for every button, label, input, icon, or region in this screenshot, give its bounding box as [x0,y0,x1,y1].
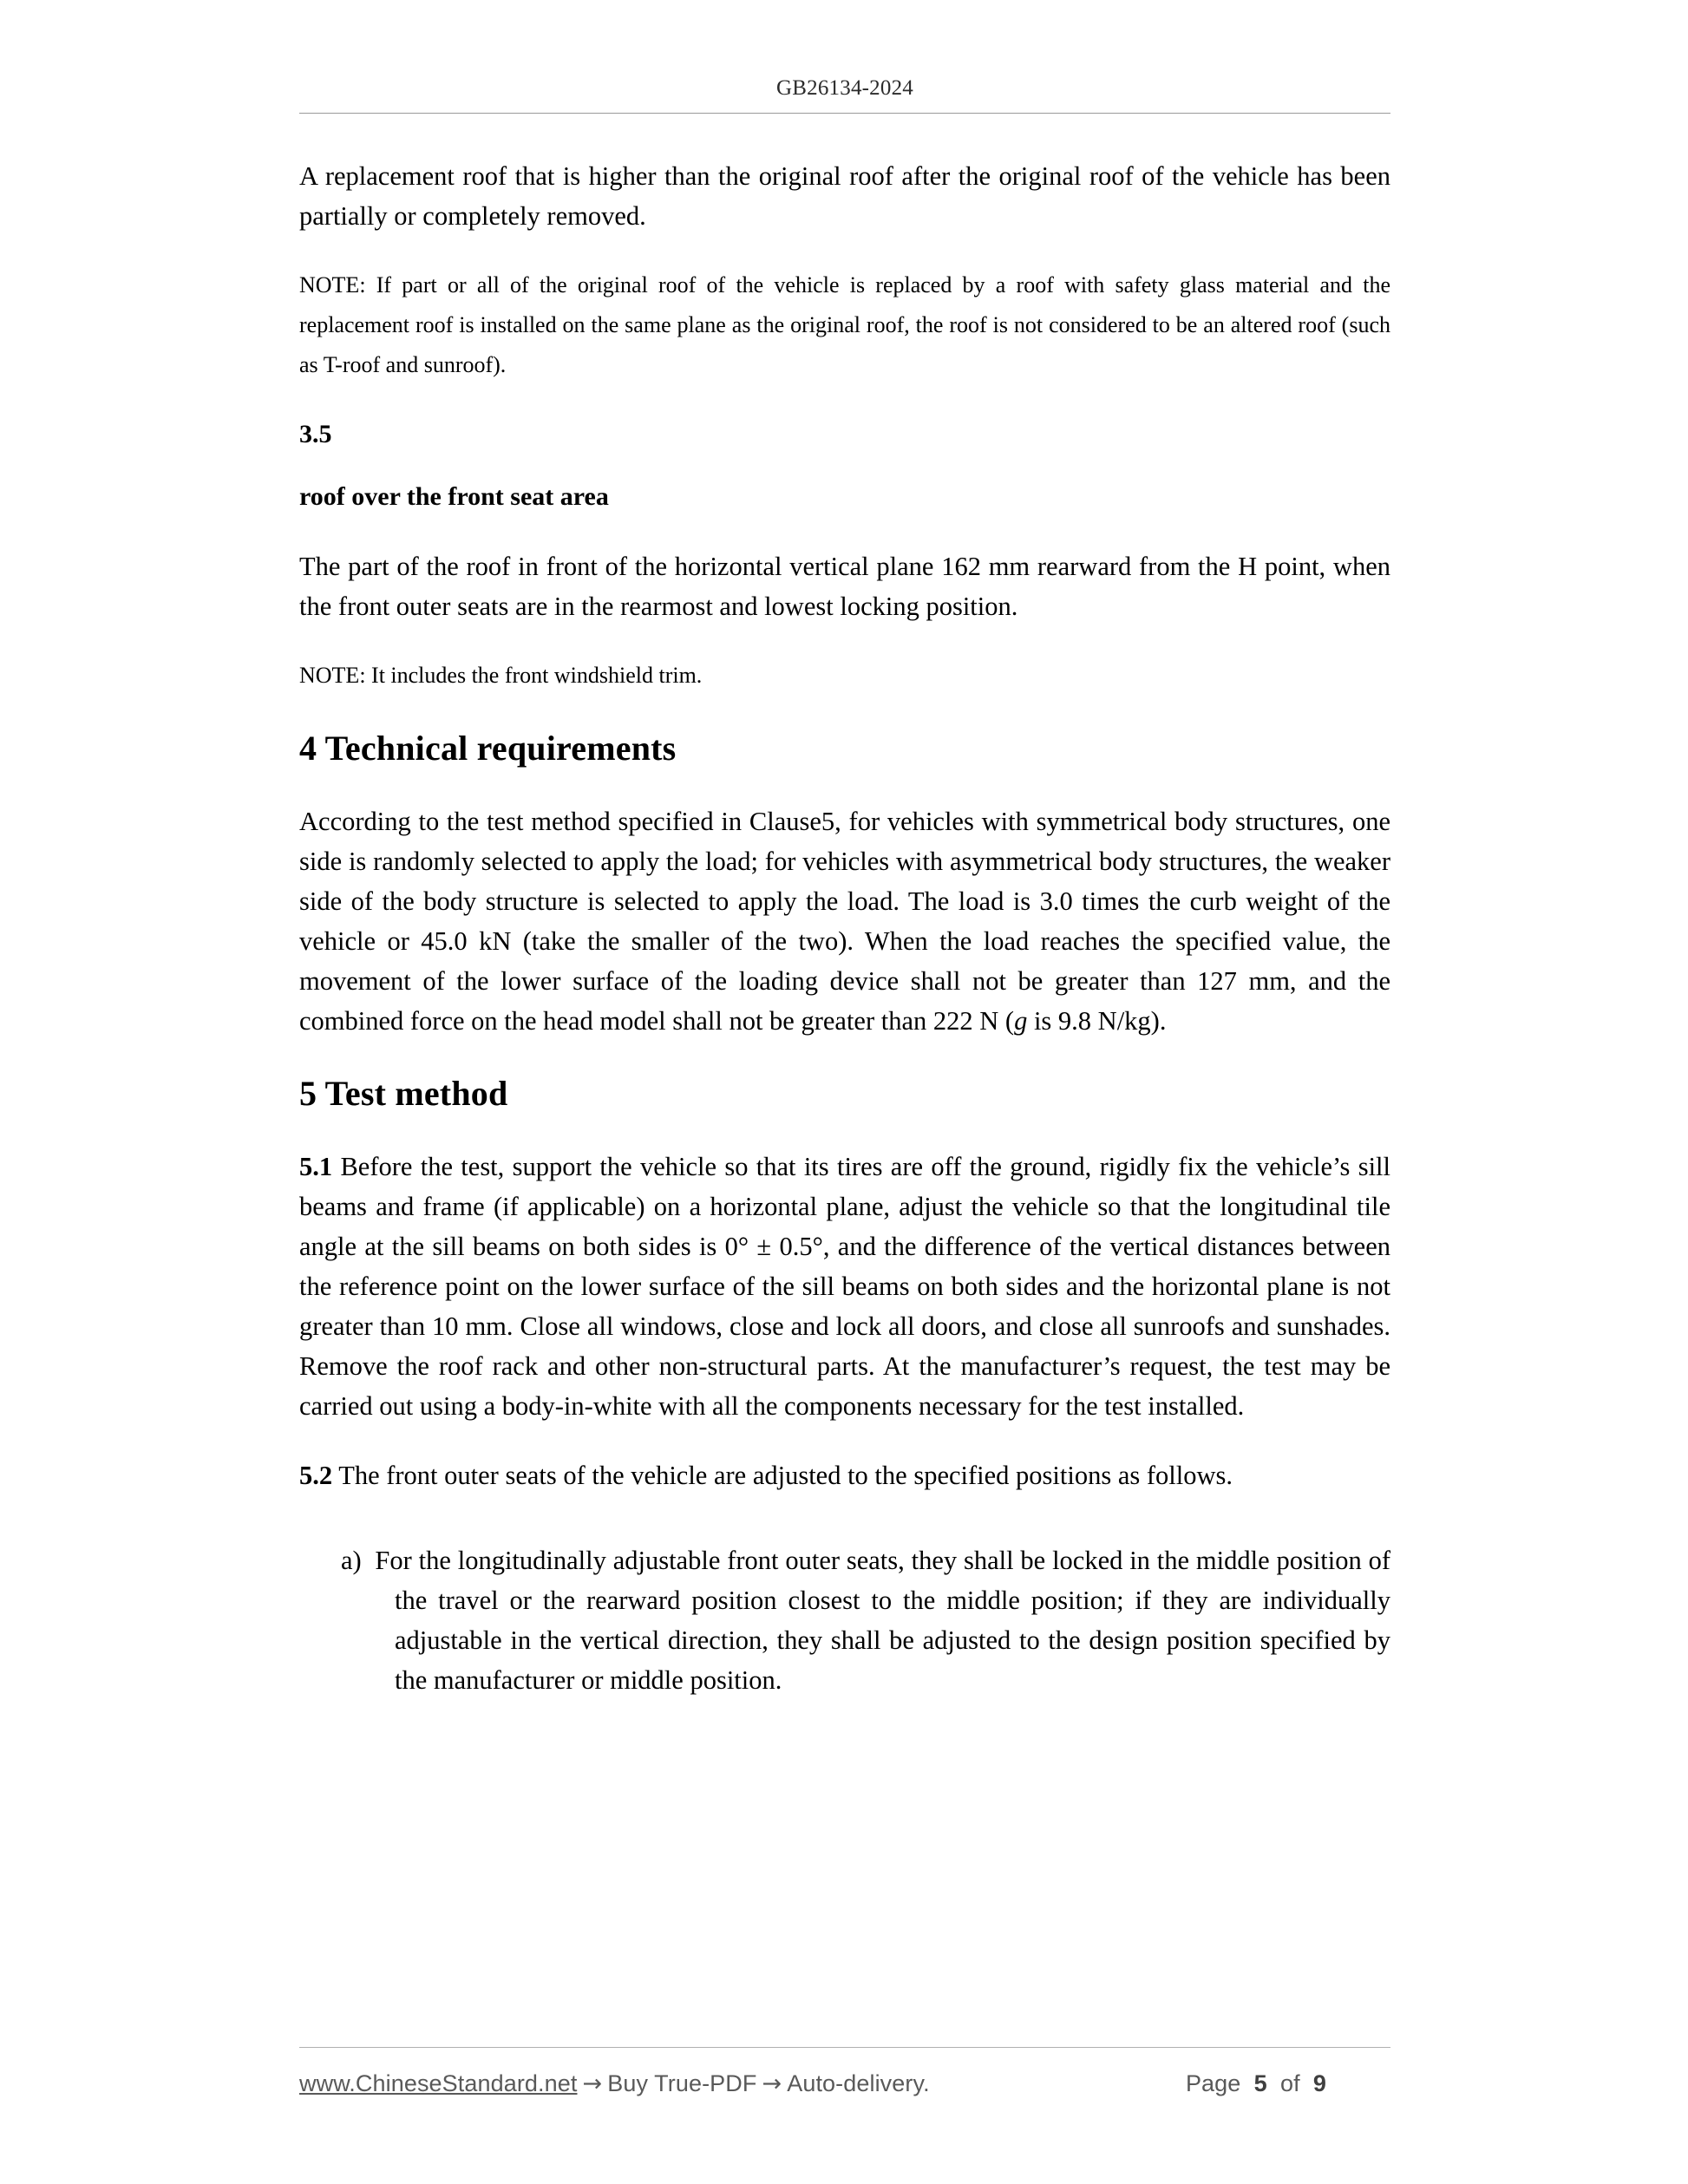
list-item-text-a: For the longitudinally adjustable front outer seats, they shall be locked in the middle position of the travel or the rearward position closest to the middle position; if they are individually adjustable in the vertical direction, they shall be adjusted to the design position specified by the manufacturer or middle position. [375,1546,1390,1695]
list-item [341,1540,1390,1700]
footer-row [299,2070,1390,2097]
page-header [299,76,1390,121]
footer-promo [299,2070,930,2097]
paragraph-clause-5-1 [299,1147,1390,1426]
term-name-3-5: roof over the front seat area [299,482,609,511]
site-url-link[interactable]: www.ChineseStandard.net [299,2070,578,2096]
clause-4-heading: 4 Technical requirements [299,729,677,768]
note-3-5: NOTE: It includes the front windshield trim. [299,663,703,688]
arrow-right-icon-2: → [762,2070,782,2097]
buy-true-pdf-label: Buy True-PDF [607,2070,757,2096]
clause-5-2-text: The front outer seats of the vehicle are adjusted to the specified positions as follows. [332,1461,1233,1490]
clause-5-1-text: Before the test, support the vehicle so that its tires are off the ground, rigidly fix the vehicle’s sill beams and frame (if applicable) on a horizontal plane, adjust the vehicle so that the longitudinal tile angle at the sill beams on both sides is 0° ± 0.5°, and the difference of the vertical distances between the reference point on the lower surface of the sill beams on both sides and the horizontal plane is not greater than 10 mm. Close all windows, close and lock all doors, and close all sunroofs and sunshades. Remove the roof rack and other non-structural parts. At the manufacturer’s request, the test may be carried out using a body-in-white with all the components necessary for the test installed. [299,1152,1390,1421]
document-body [299,156,1390,1726]
list-spacer [299,1525,1390,1540]
page-of-label: of [1279,2070,1300,2096]
list-item-marker-a: a) [341,1546,362,1575]
auto-delivery-label: Auto-delivery. [787,2070,930,2096]
standard-number: GB26134-2024 [776,76,913,100]
header-divider [299,113,1390,114]
note-3-4: NOTE: If part or all of the original roof of the vehicle is replaced by a roof with safety glass material and the replacement roof is installed on the same plane as the original roof, the roof is not considered to be an altered roof (such as T-roof and sunroof). [299,272,1390,377]
page-total-number: 9 [1312,2070,1326,2096]
paragraph-definition-3-5: The part of the roof in front of the horizontal vertical plane 162 mm rearward from the H point, when the front outer seats are in the rearmost and lowest locking position. [299,552,1390,621]
paragraph-clause-5-2 [299,1455,1390,1495]
footer-divider [299,2047,1390,2048]
clause-4-text-part-2: is 9.8 N/kg). [1027,1006,1167,1036]
paragraph-clause-4 [299,801,1390,1041]
term-number-3-5: 3.5 [299,420,332,448]
clause-4-text-part-1: According to the test method specified in Clause5, for vehicles with symmetrical body structures, one side is randomly selected to apply the load; for vehicles with asymmetrical body structures, the weaker side of the body structure is selected to apply the load. The load is 3.0 times the curb weight of the vehicle or 45.0 kN (take the smaller of the two). When the load reaches the specified value, the movement of the lower surface of the loading device shall not be greater than 127 mm, and the combined force on the head model shall not be greater than 222 N ( [299,807,1390,1036]
clause-5-heading: 5 Test method [299,1074,508,1113]
clause-5-1-number: 5.1 [299,1152,333,1181]
page-footer [299,2047,1390,2097]
paragraph-definition-3-4: A replacement roof that is higher than the original roof after the original roof of the vehicle has been partially or completely removed. [299,161,1390,231]
symbol-g-italic: g [1014,1006,1028,1036]
page-number-indicator [1186,2070,1326,2097]
page-current-number: 5 [1253,2070,1267,2096]
page-label: Page [1185,2070,1241,2096]
clause-5-2-number: 5.2 [299,1461,333,1490]
arrow-right-icon: → [582,2070,603,2097]
